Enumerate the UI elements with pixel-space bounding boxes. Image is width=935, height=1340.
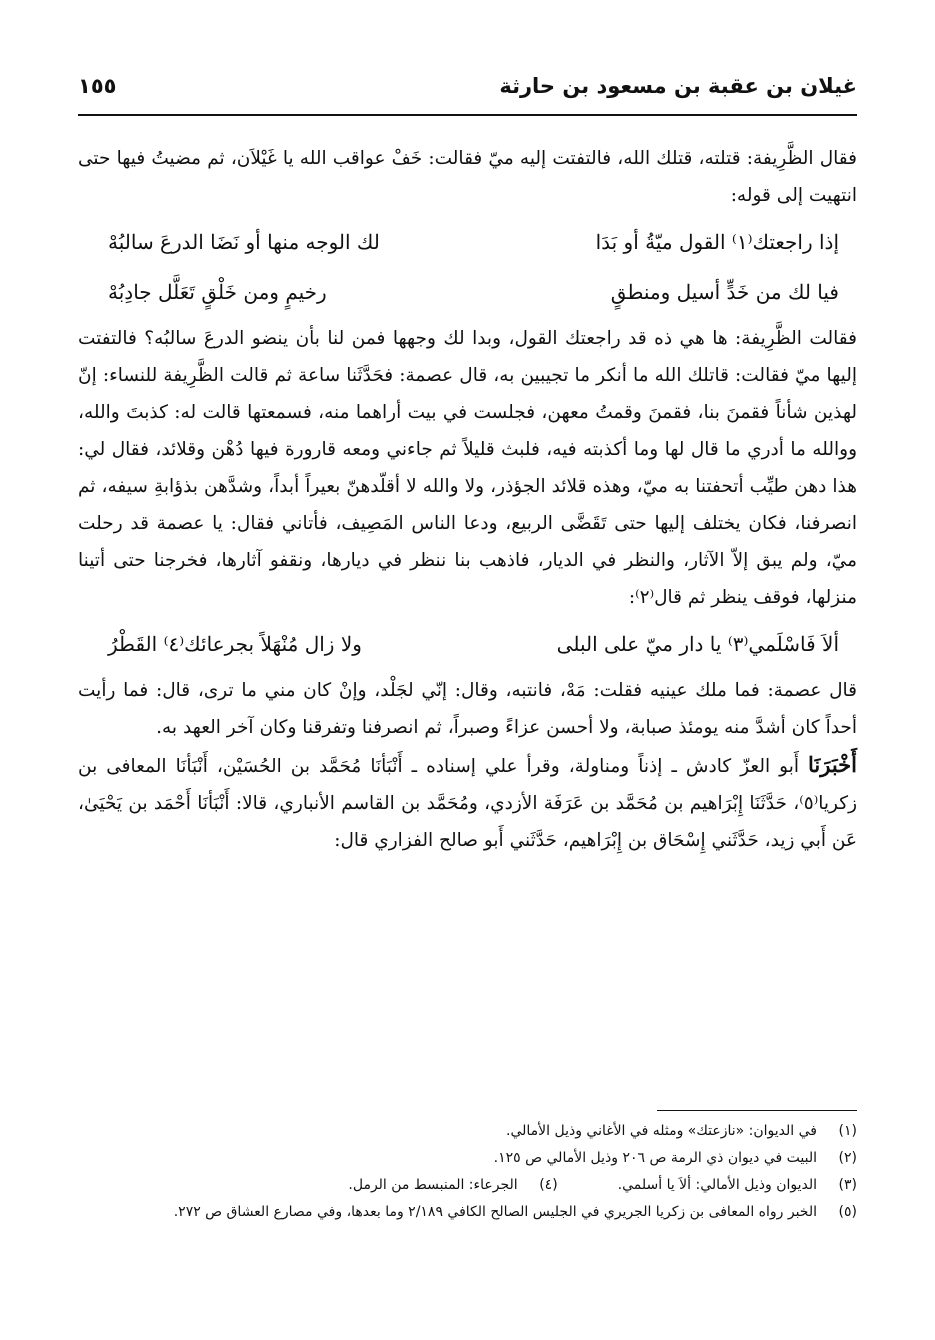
- footnotes: [78, 1118, 857, 1226]
- footnote-number: (٢): [838, 1150, 857, 1166]
- footnote: [78, 1118, 857, 1145]
- main-text: [78, 140, 857, 859]
- footnote-text: الجرعاء: المنبسط من الرمل.: [348, 1177, 518, 1193]
- verse-line: [78, 270, 857, 314]
- verse-line: [78, 622, 857, 666]
- footnote-row: [78, 1172, 857, 1199]
- running-title: غيلان بن عقبة بن مسعود بن حارثة: [499, 74, 857, 98]
- isnad-marker: أَخْبَرَنَا: [808, 752, 857, 777]
- footnote-text: الخبر رواه المعافى بن زكريا الجريري في الجليس الصالح الكافي ٢/١٨٩ وما بعدها، وفي مصارع العشاق ص ٢٧٢.: [173, 1204, 817, 1220]
- paragraph: [78, 746, 857, 859]
- footnote-text: الديوان وذيل الأمالي: ألاَ يا أسلمي.: [617, 1177, 817, 1193]
- footnote-number: (٥): [838, 1204, 857, 1220]
- paragraph: فقال الظَّرِيفة: قتلته، قتلك الله، فالتفتت إليه ميّ فقالت: خَفْ عواقب الله يا غَيْلاَن، ثم مضيتُ فيها حتى انتهيت إلى قوله:: [78, 148, 857, 206]
- footnote-text: في الديوان: «نازعتك» ومثله في الأغاني وذيل الأمالي.: [506, 1123, 817, 1139]
- page-header: [78, 70, 857, 116]
- page-number: ١٥٥: [78, 74, 117, 98]
- isnad-text: أَبو العزّ كادش ـ إذناً ومناولة، وقرأ علي إسناده ـ أَنْبَأنَا مُحَمَّد بن الحُسَيْن، أَنْبَأنَا المعافى بن زكريا⁽٥⁾، حَدَّثَنَا إِبْرَاهيم بن مُحَمَّد بن عَرَفَة الأزدي، ومُحَمَّد بن القاسم الأنباري، قالا: أَنْبَأنَا أَحْمَد بن يَحْيَىٰ، عَن أَبي زيد، حَدَّثَني إِسْحَاق بن إِبْرَاهيم، حَدَّثَني أَبو صالح الفزاري قال:: [78, 756, 857, 851]
- verse-second-hemistich: ولا زال مُنْهَلاً بجرعائك⁽٤⁾ القَطْرُ: [108, 632, 362, 656]
- paragraph: فقالت الظَّرِيفة: ها هي ذه قد راجعتك القول، وبدا لك وجهها فمن لنا بأن ينضو الدرعَ سالبُه؟ فالتفتت إليها ميّ فقالت: قاتلك الله ما أنكر ما تجيبين به، قال عصمة: فحَدَّثَنا ساعة ثم قالت الظَّرِيفة للنساء: إنّ لهذين شأناً فقمنَ بنا، فقمنَ وقمتُ معهن، فجلست في بيت أراهما منه، فسمعتها قالت له: كذبتَ والله، ووالله ما أدري ما قال لها وما أكذبته فيه، فلبث قليلاً ثم جاءني ومعه قارورة فيها دُهْن وقلائد، فقال لي: هذا دهن طيِّب أتحفتنا به ميّ، وهذه قلائد الجؤذر، ولا والله لا أقلّدهنّ بعيراً أبداً، وشدَّهن بذؤابةِ سيفه، ثم انصرفنا، فكان يختلف إليها حتى تَقَضَّى الربيع، ودعا الناس المَصِيف، فأتاني فقال: يا عصمة قد رحلت ميّ، ولم يبق إلاّ الآثار، والنظر في الديار، فاذهب بنا ننظر في ديارها، ونقفو آثارها، فخرجنا حتى أتينا منزلها، فوقف ينظر ثم قال⁽٢⁾:: [78, 328, 857, 608]
- paragraph: قال عصمة: فما ملك عينيه فقلت: مَهْ، فانتبه، وقال: إنّي لجَلْد، وإنْ كان مني ما ترى، قال: فما رأيت أحداً كان أشدَّ منه يومئذ صبابة، ولا أحسن عزاءً وصبراً، ثم انصرفنا وتفرقنا وكان آخر العهد به.: [78, 680, 857, 738]
- footnote: [78, 1145, 857, 1172]
- footnote: [78, 1199, 857, 1226]
- verse-line: [78, 220, 857, 264]
- footnote-text: البيت في ديوان ذي الرمة ص ٢٠٦ وذيل الأمالي ص ١٢٥.: [493, 1150, 817, 1166]
- footnote-number: (٤): [539, 1177, 558, 1193]
- footnote-divider: [657, 1110, 857, 1111]
- footnote-number: (١): [838, 1123, 857, 1139]
- verse-first-hemistich: إذا راجعتك⁽١⁾ القول ميّةُ أو بَدَا: [595, 230, 839, 254]
- verse-second-hemistich: رخيمٍ ومن خَلْقٍ تَعَلَّل جادِبُهْ: [108, 280, 327, 304]
- footnote-number: (٣): [838, 1177, 857, 1193]
- verse-second-hemistich: لك الوجه منها أو نَضَا الدرعَ سالبُهْ: [108, 230, 380, 254]
- verse-first-hemistich: ألاَ فَاسْلَمي⁽٣⁾ يا دار ميّ على البلى: [556, 632, 839, 656]
- verse-first-hemistich: فيا لك من خَدٍّ أسيل ومنطقٍ: [610, 280, 839, 304]
